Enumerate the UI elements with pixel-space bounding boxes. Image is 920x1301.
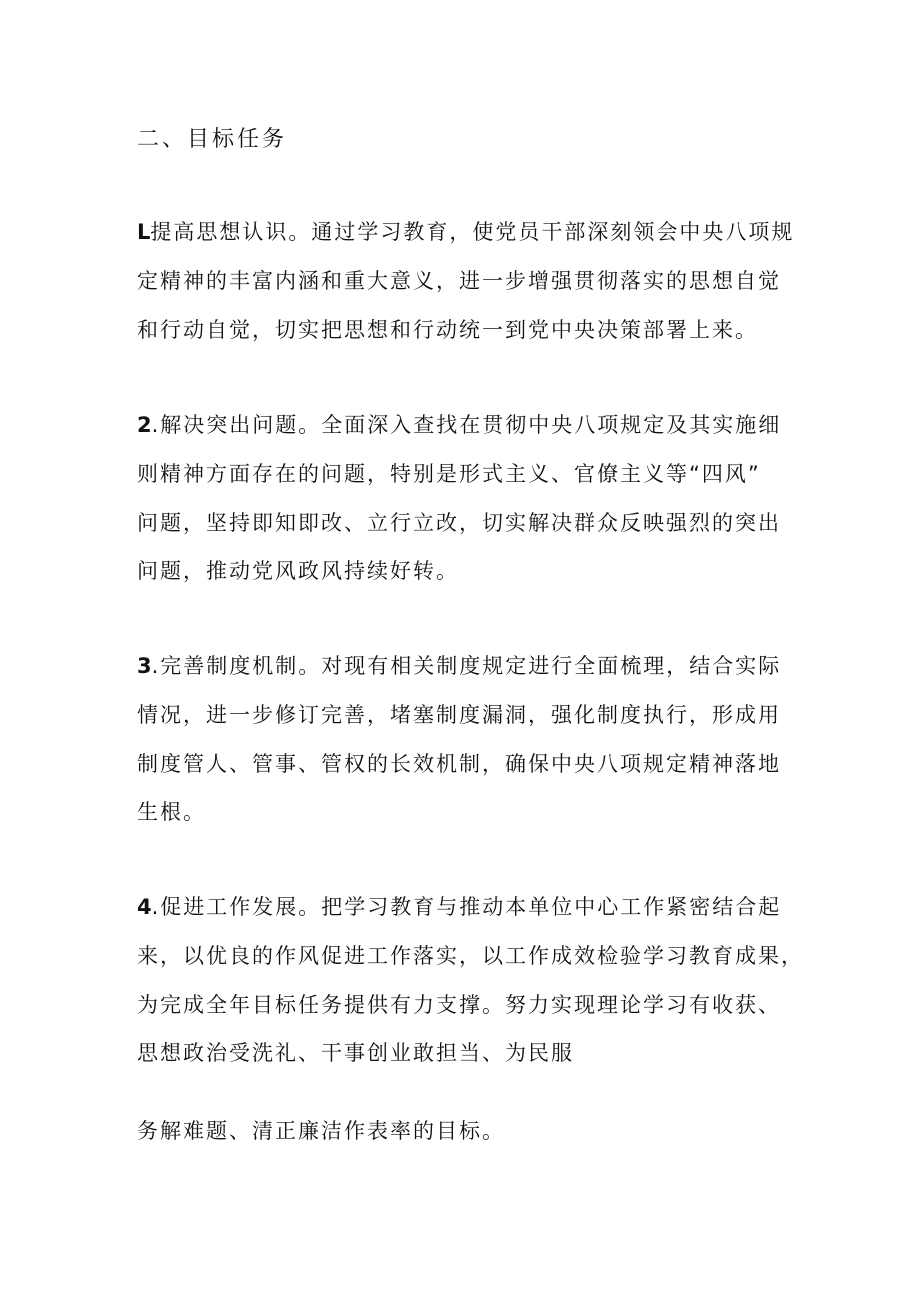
paragraph-line: 为完成全年目标任务提供有力支撑。努力实现理论学习有收获、 (137, 993, 781, 1017)
paragraph-line (137, 405, 781, 445)
paragraph-line: 问题，推动党风政风持续好转。 (137, 559, 459, 583)
paragraph-line: 问题，坚持即知即改、立行立改，切实解决群众反映强烈的突出 (137, 511, 781, 535)
item-number: 2 (137, 413, 152, 437)
paragraph-line: 制度管人、管事、管权的长效机制，确保中央八项规定精神落地 (137, 752, 781, 776)
line-text: .完善制度机制。对现有相关制度规定进行全面梳理，结合实际 (151, 654, 782, 678)
item-number: L (137, 220, 151, 244)
paragraph-line: 来，以优良的作风促进工作落实，以工作成效检验学习教育成果， (137, 944, 804, 968)
line-text: .促进工作发展。把学习教育与推动本单位中心工作紧密结合起 (151, 895, 782, 919)
paragraph-line: 思想政治受洗礼、干事创业敢担当、为民服 (137, 1041, 574, 1065)
item-number: 4 (137, 895, 152, 919)
line-text: .解决突出问题。全面深入查找在贯彻中央八项规定及其实施细 (151, 413, 782, 437)
item-number: 3 (137, 654, 152, 678)
line-text: 提高思想认识。通过学习教育，使党员干部深刻领会中央八项规 (150, 220, 795, 244)
paragraph-line: 定精神的丰富内涵和重大意义，进一步增强贯彻落实的思想自觉 (137, 269, 781, 293)
trailing-line: 务解难题、清正廉洁作表率的目标。 (137, 1119, 505, 1143)
paragraph-line (137, 887, 781, 927)
paragraph-line (137, 212, 794, 252)
section-heading: 二、目标任务 (137, 127, 288, 152)
paragraph-line: 和行动自觉，切实把思想和行动统一到党中央决策部署上来。 (137, 318, 758, 342)
paragraph-line (137, 646, 781, 686)
paragraph-line: 生根。 (137, 800, 206, 824)
paragraph-line: 情况，进一步修订完善，堵塞制度漏洞，强化制度执行，形成用 (137, 703, 781, 727)
paragraph-line: 则精神方面存在的问题，特别是形式主义、官僚主义等“四风” (137, 462, 761, 486)
